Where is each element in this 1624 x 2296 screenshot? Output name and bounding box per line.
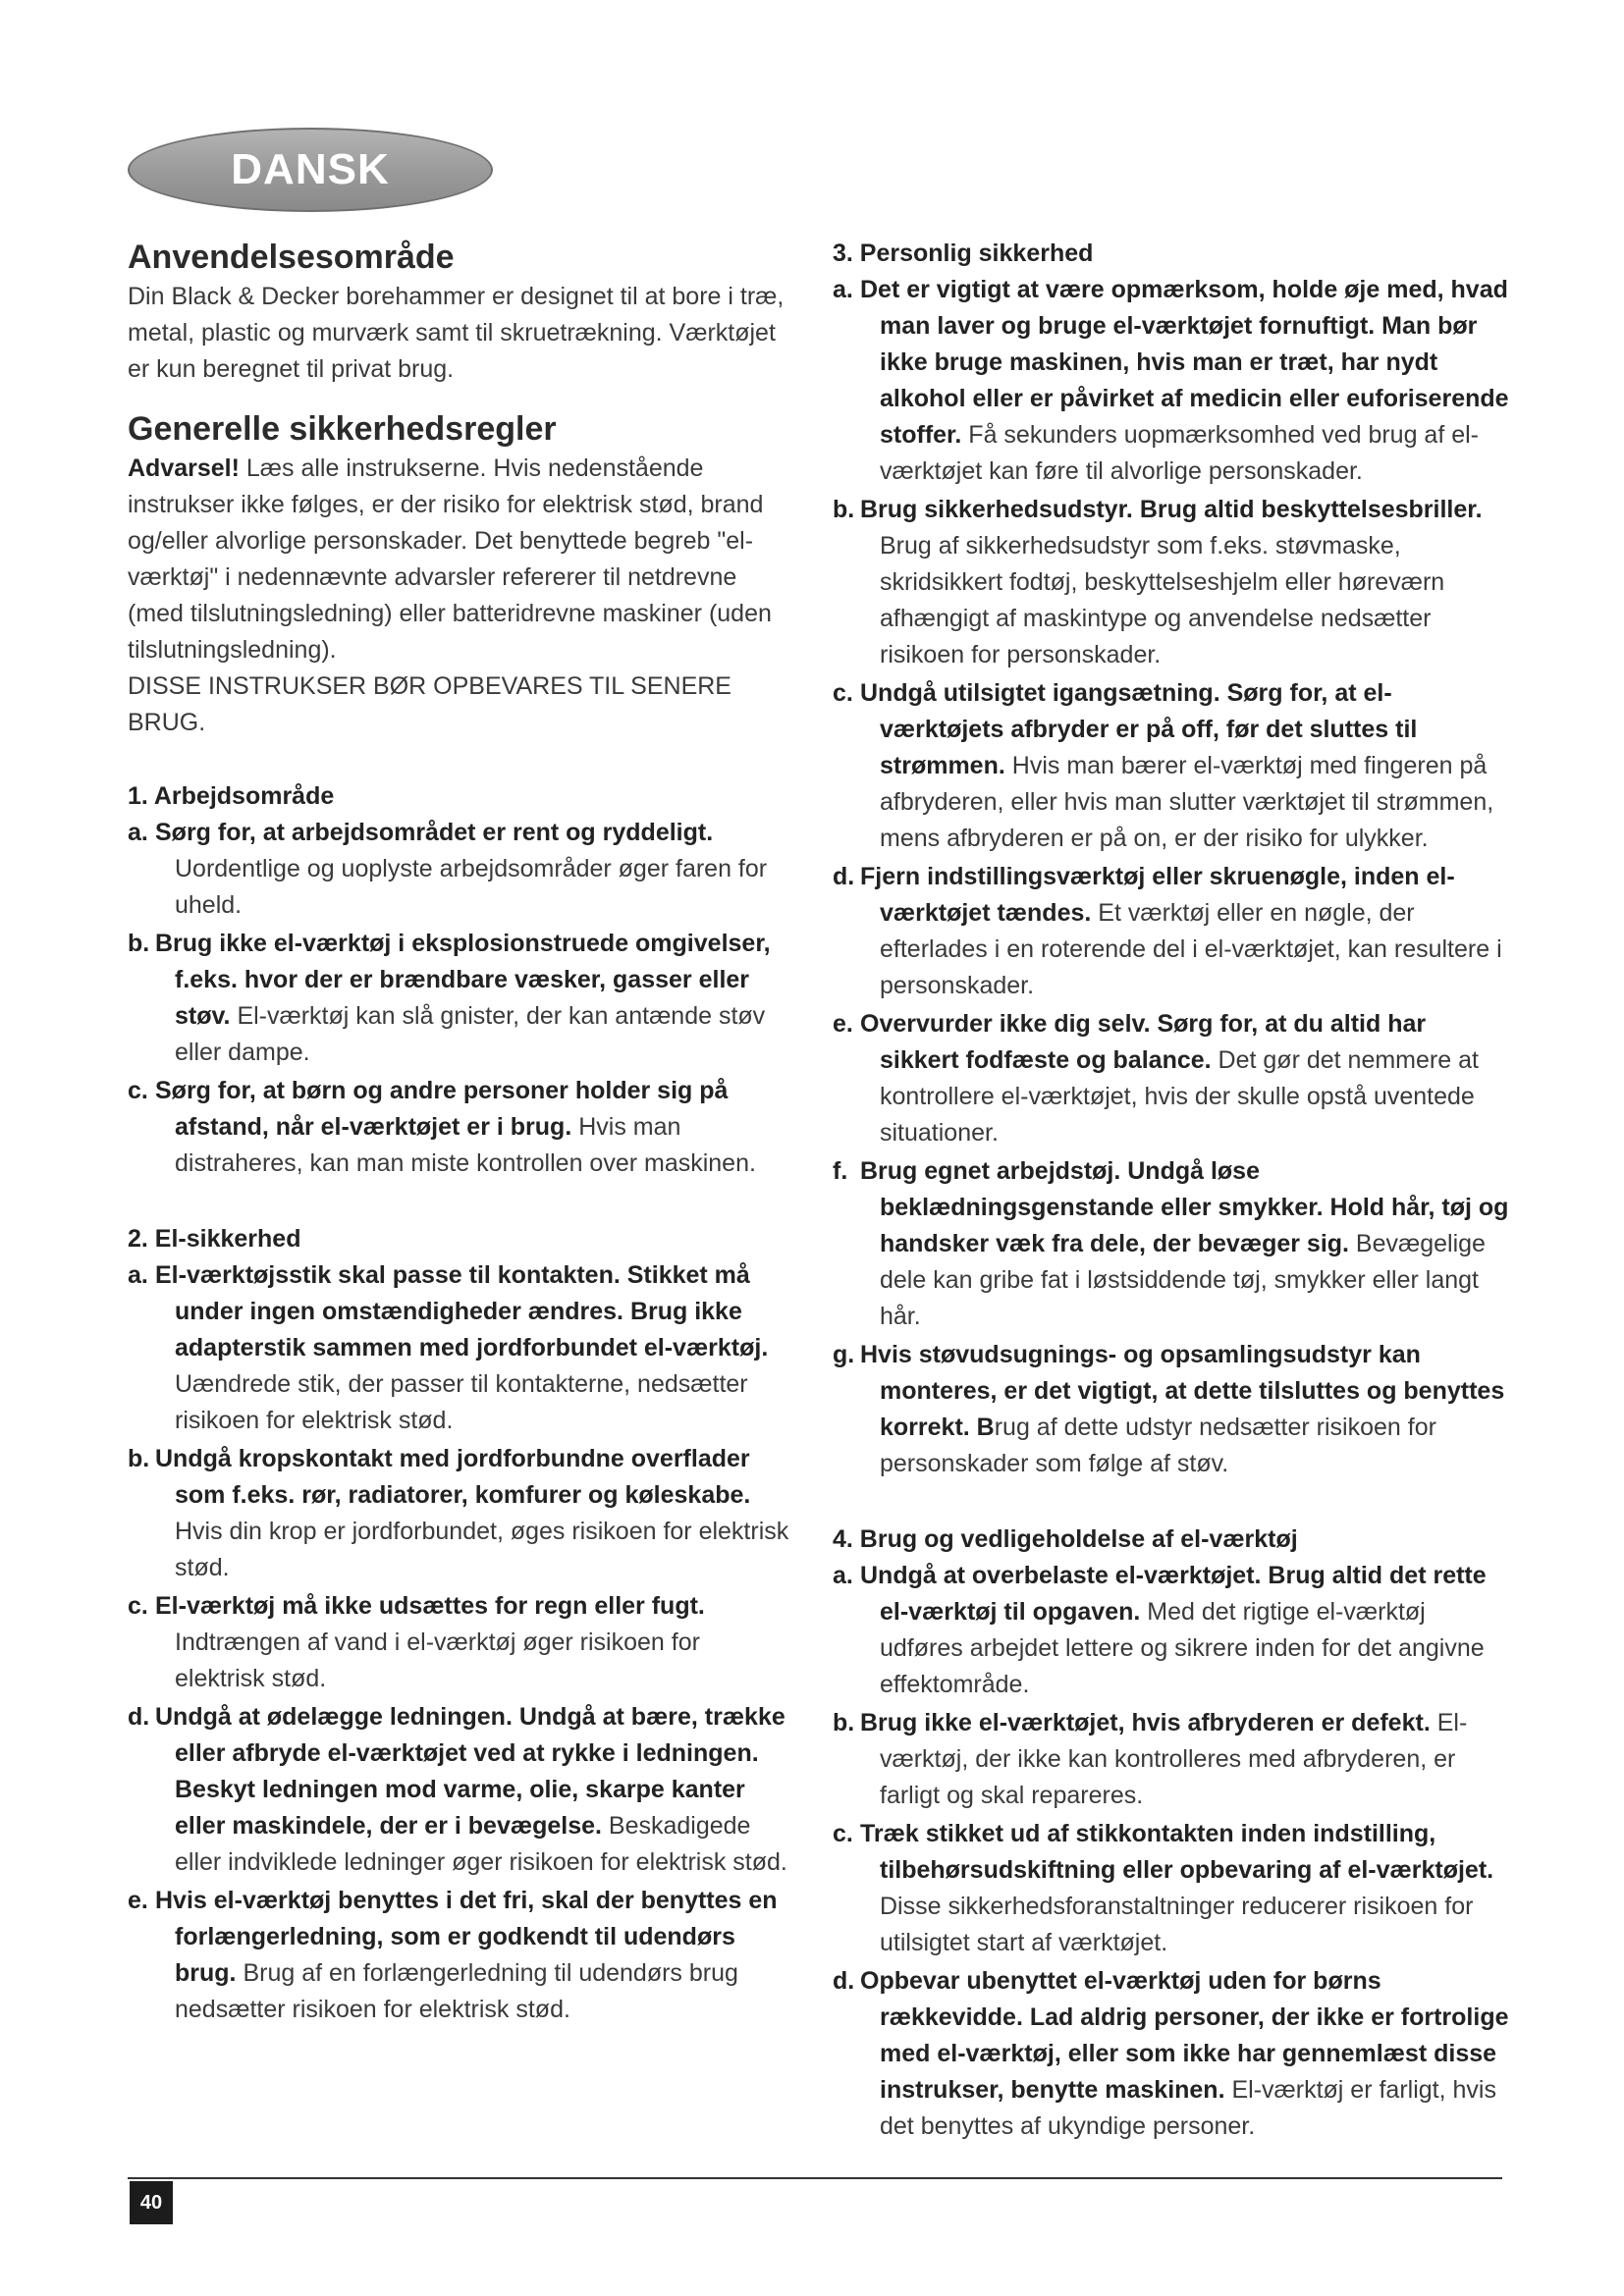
list-item: a. Sørg for, at arbejdsområdet er rent og ryddeligt. Uordentlige og uoplyste arbejdsområder øger faren for uheld. (128, 819, 768, 919)
list-item: a. El-værktøjsstik skal passe til kontakten. Stikket må under ingen omstændigheder ændres. Brug ikke adapterstik sammen med jordforbundet el-værktøj. Uændrede stik, der passer til kontakterne, nedsætter risikoen for elektrisk stød. (128, 1261, 769, 1434)
right-column (833, 236, 1510, 2147)
list-item: c. Undgå utilsigtet igangsætning. Sørg for, at el-værktøjets afbryder er på off, før det sluttes til strømmen. Hvis man bærer el-værktøj med fingeren på afbryderen, eller hvis man slutter værktøjet til strømmen, mens afbryderen er på on, er der risiko for ulykker. (833, 679, 1494, 852)
list-item: c. Sørg for, at børn og andre personer holder sig på afstand, når el-værktøjet er i brug. Hvis man distraheres, kan man miste kontrollen over maskinen. (128, 1077, 756, 1177)
section-4-title: 4. Brug og vedligeholdelse af el-værktøj (833, 1525, 1298, 1553)
list-item: d. Undgå at ødelægge ledningen. Undgå at bære, trække eller afbryde el-værktøjet ved at rykke i ledningen. Beskyt ledningen mod varme, olie, skarpe kanter eller maskindele, der er i bevægelse. Beskadigede eller indviklede ledninger øger risikoen for elektrisk stød. (128, 1703, 787, 1876)
warning-text: Læs alle instrukserne. Hvis nedenstående instrukser ikke følges, er der risiko for elektrisk stød, brand og/eller alvorlige personskader. Det benyttede begreb "el-værktøj" i nedennævnte advarsler refererer til netdrevne (med tilslutningsledning) eller batteridrevne maskiner (uden tilslutningsledning). (128, 454, 772, 664)
footer-divider (128, 2177, 1502, 2179)
list-item: d. Opbevar ubenyttet el-værktøj uden for børns rækkevidde. Lad aldrig personer, der ikke er fortrolige med el-værktøj, eller som ikke har gennemlæst disse instrukser, benytte maskinen. El-værktøj er farligt, hvis det benyttes af ukyndige personer. (833, 1967, 1509, 2140)
list-item: b. Brug ikke el-værktøj i eksplosionstruede omgivelser, f.eks. hvor der er brændbare væsker, gasser eller støv. El-værktøj kan slå gnister, der kan antænde støv eller dampe. (128, 930, 771, 1066)
list-item: b. Undgå kropskontakt med jordforbundne overflader som f.eks. rør, radiatorer, komfurer og køleskabe. Hvis din krop er jordforbundet, øges risikoen for elektrisk stød. (128, 1445, 789, 1581)
list-item: g. Hvis støvudsugnings- og opsamlingsudstyr kan monteres, er det vigtigt, at dette tilsluttes og benyttes korrekt. Brug af dette udstyr nedsætter risikoen for personskader som følge af støv. (833, 1341, 1505, 1477)
general-warning (128, 451, 795, 668)
section-1-title: 1. Arbejdsområde (128, 782, 335, 810)
list-item: f. Brug egnet arbejdstøj. Undgå løse beklædningsgenstande eller smykker. Hold hår, tøj og handsker væk fra dele, der bevæger sig. Bevægelige dele kan gribe fat i løstsiddende tøj, smykker eller langt hår. (833, 1157, 1509, 1330)
list-item: a. Undgå at overbelaste el-værktøjet. Brug altid det rette el-værktøj til opgaven. Med det rigtige el-værktøj udføres arbejdet lettere og sikrere inden for det angivne effektområde. (833, 1562, 1487, 1698)
list-item: c. El-værktøj må ikke udsættes for regn eller fugt. Indtrængen af vand i el-værktøj øger risikoen for elektrisk stød. (128, 1592, 705, 1692)
left-column (128, 236, 795, 2030)
list-item: e. Hvis el-værktøj benyttes i det fri, skal der benyttes en forlængerledning, som er godkendt til udendørs brug. Brug af en forlængerledning til udendørs brug nedsætter risikoen for elektrisk stød. (128, 1887, 778, 2023)
list-item: a. Det er vigtigt at være opmærksom, holde øje med, hvad man laver og bruge el-værktøjet fornuftigt. Man bør ikke bruge maskinen, hvis man er træt, har nydt alkohol eller er påvirket af medicin eller euforiserende stoffer. Få sekunders uopmærksomhed ved brug af el-værktøjet kan føre til alvorlige personskader. (833, 276, 1509, 485)
intended-use-heading: Anvendelsesområde (128, 239, 455, 276)
page-number: 40 (130, 2181, 173, 2224)
intended-use-text: Din Black & Decker borehammer er designet til at bore i træ, metal, plastic og murværk samt til skruetrækning. Værktøjet er kun beregnet til privat brug. (128, 283, 785, 383)
general-safety-heading: Generelle sikkerhedsregler (128, 410, 557, 448)
section-2-title: 2. El-sikkerhed (128, 1225, 301, 1253)
list-item: e. Overvurder ikke dig selv. Sørg for, at du altid har sikkert fodfæste og balance. Det gør det nemmere at kontrollere el-værktøjet, hvis der skulle opstå uventede situationer. (833, 1010, 1479, 1147)
section-3-title: 3. Personlig sikkerhed (833, 240, 1094, 267)
warning-label: Advarsel! (128, 454, 240, 482)
language-tab-label: DANSK (231, 145, 390, 193)
list-item: d. Fjern indstillingsværktøj eller skruenøgle, inden el-værktøjet tændes. Et værktøj eller en nøgle, der efterlades i en roterende del i el-værktøjet, kan resultere i personskader. (833, 863, 1502, 999)
language-tab (128, 128, 493, 212)
list-item: c. Træk stikket ud af stikkontakten inden indstilling, tilbehørsudskiftning eller opbevaring af el-værktøjet. Disse sikkerhedsforanstaltninger reducerer risikoen for utilsigtet start af værktøjet. (833, 1820, 1494, 1956)
list-item: b. Brug ikke el-værktøjet, hvis afbryderen er defekt. El-værktøj, der ikke kan kontrolleres med afbryderen, er farligt og skal repareres. (833, 1709, 1468, 1809)
keep-instructions-note: DISSE INSTRUKSER BØR OPBEVARES TIL SENERE BRUG. (128, 672, 731, 736)
list-item: b. Brug sikkerhedsudstyr. Brug altid beskyttelsesbriller. Brug af sikkerhedsudstyr som f.eks. støvmaske, skridsikkert fodtøj, beskyttelseshjelm eller høreværn afhængigt af maskintype og anvendelse nedsætter risikoen for personskader. (833, 496, 1483, 668)
